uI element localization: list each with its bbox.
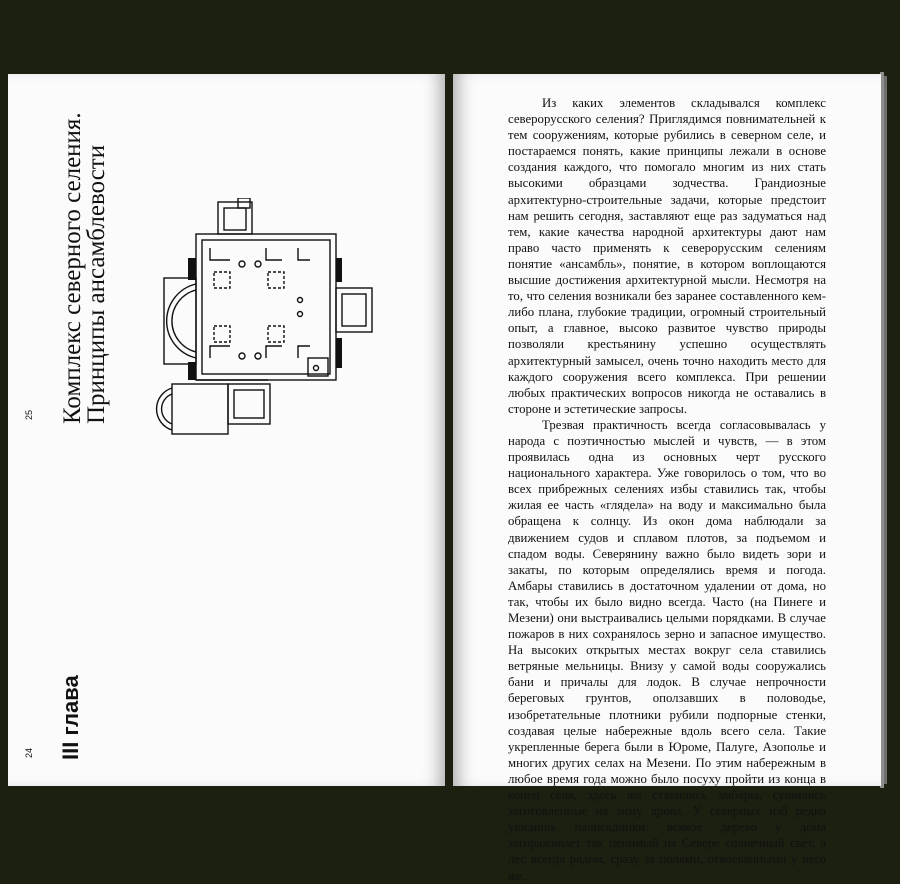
chapter-subtitle: Принципы ансамблевости <box>83 144 110 424</box>
body-text <box>508 95 826 884</box>
chapter-title: Комплекс северного селения. <box>59 112 86 424</box>
page-number: 24 <box>24 747 34 758</box>
page-stack-edge <box>884 76 887 784</box>
chapter-label: III глава <box>58 675 83 760</box>
page-number: 25 <box>24 409 34 420</box>
church-floor-plan-illustration <box>148 198 388 438</box>
paragraph: Трезвая практичность всегда согласовывалась у народа с поэтичностью мыслей и чувств, — в этом проявилась одна из основных черт русского национального характера. Уже говорилось о том, что во всех прибрежных селениях избы ставились так, чтобы жилая ее часть «глядела» на воду и максимально была обращена к солнцу. Из окон дома наблюдали за движением судов и сплавом плотов, за подъемом и спадом воды. Северянину важно было видеть зори и закаты, по которым определялись время и погода. Амбары ставились в достаточном удалении от дома, но так, чтобы их было видно всегда. Часто (на Пинеге и Мезени) они выстраивались целыми порядками. В случае пожаров в них сохранялось зерно и запасное имущество. На высоких открытых местах вокруг села ставились ветряные мельницы. Внизу у самой воды сооружались бани и причалы для лодок. В случае непрочности береговых грунтов, оползавших в половодье, изобретательные плотники рубили подпорные стенки, создавая целые набережные вдоль всего села. Такие укрепленные берега были в Юроме, Палуге, Азополье и многих других селах на Мезени. По этим набережным в любое время года можно было посуху пройти из конца в конец села, здесь же ставились амбары, сушились заготовленные на зиму дрова. У северных изб редко увидишь палисадники: всякое дерево у дома загораживает так ценимый на Севере солнечный свет, а лес всегда рядом, сразу за полями, отвоеванными у него же. <box>508 417 826 883</box>
paragraph: Из каких элементов складывался комплекс северорусского селения? Приглядимся повнимательней к тем сооружениям, которые рубились в северном селе, и постараемся понять, какие принципы лежали в основе создания каждого, что помогало многим из них стать высокими образцами зодчества. Грандиозные архитектурно-строительные задачи, которые предстоит нам решить сегодня, заставляют еще раз задуматься над тем, какие качества народной архитектуры дают нам право часто применять к северорусским селениям понятие «ансамбль», понятие, в котором воплощаются высшие достижения архитектурной мысли. Несмотря на то, что селения возникали без заранее составленного кем-либо плана, глубокие традиции, огромный строительный опыт, а главное, высоко развитое чувство природы позволяли крестьянину успешно осуществлять архитектурный замысел, очень точно находить место для каждого сооружения всего комплекса. При решении любых практических вопросов никогда не оставались в стороне и эстетические запросы. <box>508 96 826 416</box>
